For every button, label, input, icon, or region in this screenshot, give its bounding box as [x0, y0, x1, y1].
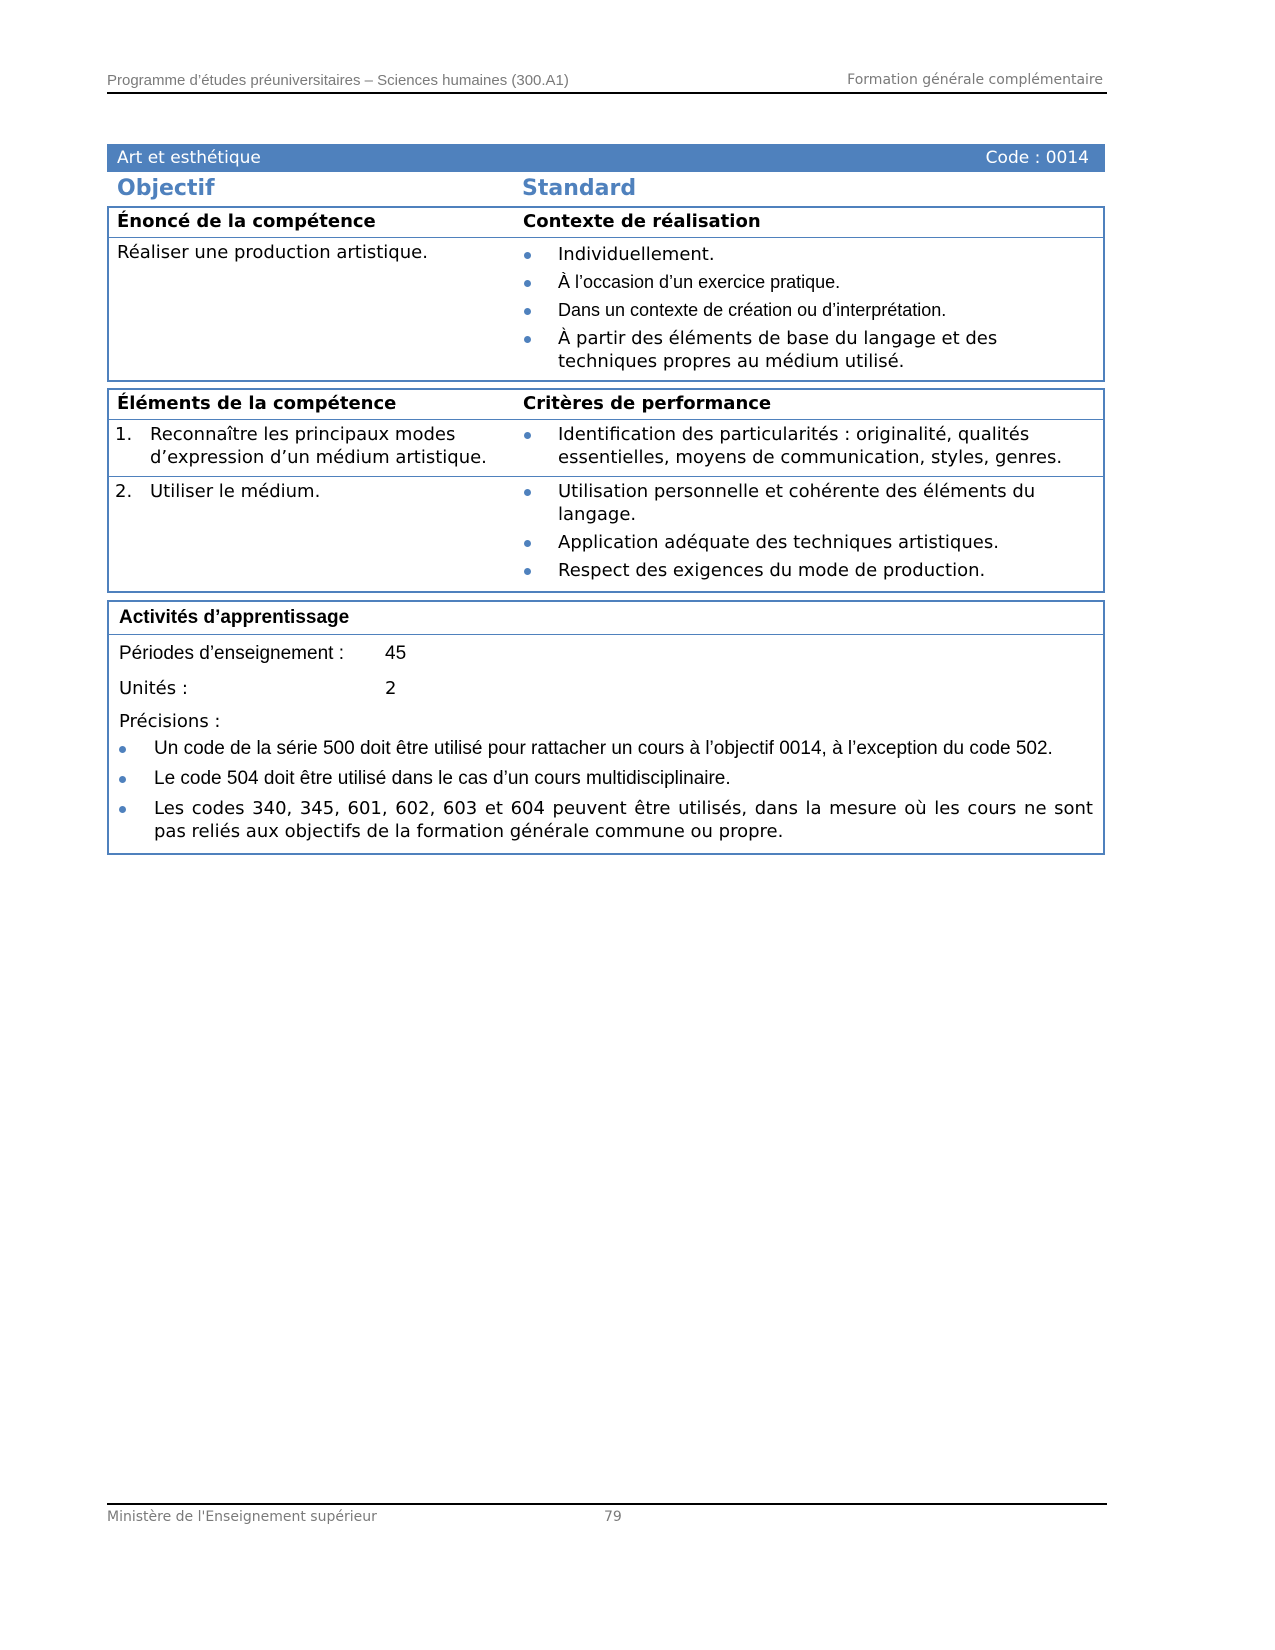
footer-ministry: Ministère de l'Enseignement supérieur — [107, 1509, 377, 1525]
list-item: À l’occasion d’un exercice pratique. — [523, 271, 1093, 294]
standard-heading: Standard — [522, 176, 637, 201]
course-title-bar — [107, 144, 1105, 172]
periods-value: 45 — [385, 643, 407, 664]
table-row — [109, 420, 1103, 477]
activities-body — [109, 635, 1103, 853]
header-section-title: Formation générale complémentaire — [847, 72, 1103, 88]
bullet-icon — [524, 540, 531, 547]
elements-header-row — [109, 390, 1103, 420]
activities-heading: Activités d’apprentissage — [119, 607, 350, 628]
competence-header-row — [109, 208, 1103, 238]
competence-box — [107, 206, 1105, 382]
statement-heading: Énoncé de la compétence — [117, 211, 376, 232]
page-header — [107, 70, 1107, 94]
list-item: Application adéquate des techniques artistiques. — [523, 531, 1093, 554]
competence-statement: Réaliser une production artistique. — [117, 242, 428, 263]
page-footer — [107, 1503, 1107, 1525]
units-label: Unités : — [119, 678, 188, 699]
precisions-label: Précisions : — [119, 711, 221, 732]
context-heading: Contexte de réalisation — [523, 211, 761, 232]
bullet-icon — [524, 252, 531, 259]
list-item: Le code 504 doit être utilisé dans le cas d’un cours multidisciplinaire. — [109, 767, 1093, 790]
list-item: Les codes 340, 345, 601, 602, 603 et 604 peuvent être utilisés, dans la mesure où les cours ne sont pas reliés aux objectifs de la formation générale commune ou propre. — [109, 797, 1093, 843]
element-item: 1. Reconnaître les principaux modes d’expression d’un médium artistique. — [115, 424, 487, 468]
column-headings — [107, 174, 1105, 206]
units-value: 2 — [385, 678, 397, 699]
units-row — [109, 672, 1103, 707]
list-item: Un code de la série 500 doit être utilisé pour rattacher un cours à l’objectif 0014, à l’exception du code 502. — [109, 737, 1093, 760]
course-title: Art et esthétique — [117, 148, 261, 168]
bullet-icon — [524, 336, 531, 343]
elements-heading: Éléments de la compétence — [117, 393, 397, 414]
criteria-list — [523, 423, 1093, 469]
activities-header-row — [109, 602, 1103, 635]
list-item: Respect des exigences du mode de production. — [523, 559, 1093, 582]
table-row — [109, 477, 1103, 591]
bullet-icon — [524, 489, 531, 496]
context-list-container — [523, 243, 1093, 378]
list-item: À partir des éléments de base du langage et des techniques propres au médium utilisé. — [523, 327, 1093, 373]
bullet-icon — [119, 746, 126, 753]
list-item: Utilisation personnelle et cohérente des éléments du langage. — [523, 480, 1093, 526]
page-number: 79 — [604, 1509, 622, 1525]
periods-label: Périodes d’enseignement : — [119, 643, 344, 664]
bullet-icon — [119, 776, 126, 783]
criteria-list-container — [523, 480, 1093, 587]
objectif-heading: Objectif — [117, 176, 215, 201]
context-list — [523, 243, 1093, 373]
criteria-heading: Critères de performance — [523, 393, 772, 414]
list-item: Dans un contexte de création ou d’interprétation. — [523, 299, 1093, 322]
bullet-icon — [524, 308, 531, 315]
competence-content-row — [109, 238, 1103, 380]
header-program-title: Programme d’études préuniversitaires – Sciences humaines (300.A1) — [107, 72, 569, 89]
activities-box — [107, 600, 1105, 855]
precisions-list — [109, 737, 1103, 853]
list-item: Individuellement. — [523, 243, 1093, 266]
criteria-list-container — [523, 423, 1093, 474]
element-item: 2. Utiliser le médium. — [115, 481, 321, 502]
criteria-list — [523, 480, 1093, 582]
bullet-icon — [524, 568, 531, 575]
elements-box — [107, 388, 1105, 593]
bullet-icon — [524, 280, 531, 287]
course-code: Code : 0014 — [985, 148, 1089, 168]
periods-row — [109, 637, 1103, 672]
bullet-icon — [119, 806, 126, 813]
list-item: Identification des particularités : originalité, qualités essentielles, moyens de communication, styles, genres. — [523, 423, 1093, 469]
bullet-icon — [524, 432, 531, 439]
